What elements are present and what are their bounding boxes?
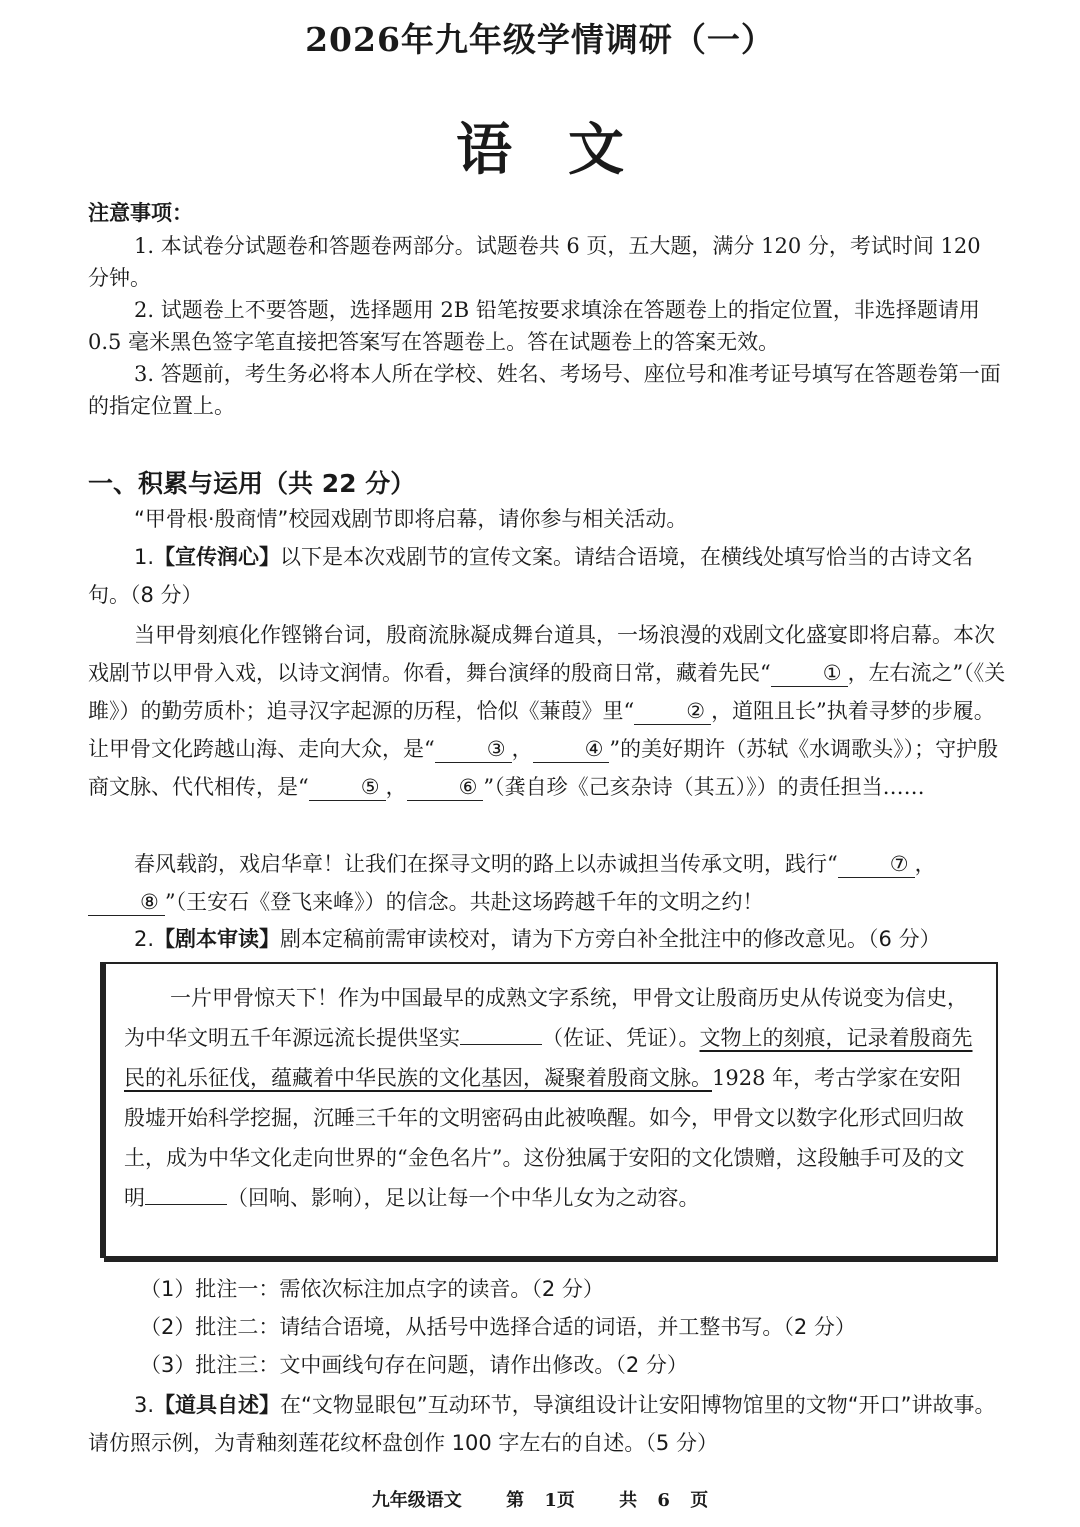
question-2-number: 2. (134, 927, 155, 951)
question-1-passage-2 (88, 845, 1008, 921)
script-blank-1[interactable] (460, 1024, 542, 1045)
script-part: 1928 年，考古学家在安阳殷墟开始科学挖掘，沉睡三千年的文明密码由此被唤醒。如今，甲骨文以数字化形式回归故土，成为中华文化走向世界的“金色名片”。这份独属于安阳的文化馈赠，这段触手可及的文明 (124, 1066, 965, 1210)
passage-text: ， (914, 852, 936, 876)
subject-title: 语 文 (456, 117, 624, 183)
script-part: （佐证、凭证）。 (542, 1026, 700, 1050)
question-3-tag: 【道具自述】 (154, 1393, 281, 1417)
passage-text: ， (385, 775, 407, 799)
question-1-number: 1. (134, 545, 155, 569)
question-1-prompt (88, 538, 1008, 614)
underlined-sentence: 文物上的刻痕，记录着殷商先民的礼乐征伐，蕴藏着中华民族的文化基因，凝聚着殷商文脉。 (124, 1026, 973, 1090)
notice-heading: 注意事项： (88, 200, 193, 225)
question-3-prompt (88, 1386, 1008, 1462)
section-heading: 一、积累与运用（共 22 分） (88, 469, 416, 498)
footer-total: 共 6 页 (619, 1490, 709, 1511)
notice-list (88, 230, 1008, 422)
notice-item-1: 1. 本试卷分试题卷和答题卷两部分。试题卷共 6 页，五大题，满分 120 分，考试时间 120 分钟。 (88, 234, 981, 290)
passage-text: ”（龚自珍《己亥杂诗（其五）》）的责任担当…… (483, 775, 925, 799)
blank-5[interactable]: ⑤ (309, 774, 386, 801)
passage-text: ”的美好期许（苏轼《水调歌头》）；守护殷商文脉、代代相传，是“ (88, 737, 999, 799)
passage-text: ，左右流之”（《关雎》）的勤劳质朴；追寻汉字起源的历程，恰似《蒹葭》里“ (88, 661, 1006, 723)
annotation-2: （2）批注二：请结合语境，从括号中选择合适的词语，并工整书写。（2 分） (140, 1315, 856, 1339)
footer-page: 第 1页 (506, 1490, 575, 1511)
blank-4[interactable]: ④ (533, 736, 610, 763)
annotation-1: （1）批注一：需依次标注加点字的读音。（2 分） (140, 1277, 604, 1301)
question-3-text: 在“文物显眼包”互动环节，导演组设计让安阳博物馆里的文物“开口”讲故事。请仿照示例，为青釉刻莲花纹杯盘创作 100 字左右的自述。（5 分） (88, 1393, 996, 1455)
blank-1[interactable]: ① (771, 660, 848, 687)
notice-item-3: 3. 答题前，考生务必将本人所在学校、姓名、考场号、座位号和准考证号填写在答题卷第一面的指定位置上。 (88, 362, 1001, 418)
passage-text: ”（王安石《登飞来峰》）的信念。共赴这场跨越千年的文明之约！ (164, 890, 764, 914)
exam-title: 2026年九年级学情调研（一） (305, 20, 775, 59)
notice-item-2: 2. 试题卷上不要答题，选择题用 2B 铅笔按要求填涂在答题卷上的指定位置，非选择题请用 0.5 毫米黑色签字笔直接把答案写在答题卷上。答在试题卷上的答案无效。 (88, 298, 980, 354)
blank-8[interactable]: ⑧ (88, 889, 165, 916)
script-part: 一片甲骨惊天下！作为中国最早的成熟文字系统，甲骨文让殷商历史从传说变为信史，为中华文明五千年源远流长提供坚实 (124, 986, 968, 1050)
script-box (104, 962, 998, 1258)
question-1-tag: 【宣传润心】 (154, 545, 281, 569)
question-1-passage (88, 616, 1008, 806)
question-1-text: 以下是本次戏剧节的宣传文案。请结合语境，在横线处填写恰当的古诗文名句。（8 分） (88, 545, 974, 607)
footer-grade: 九年级语文 (371, 1490, 462, 1511)
question-3-number: 3. (134, 1393, 155, 1417)
annotation-3: （3）批注三：文中画线句存在问题，请作出修改。（2 分） (140, 1353, 688, 1377)
passage-text: ，道阻且长”执着寻梦的步履。让甲骨文化跨越山海、走向大众，是“ (88, 699, 995, 761)
passage-text: ， (511, 737, 533, 761)
passage-text: 春风载韵，戏启华章！让我们在探寻文明的路上以赤诚担当传承文明，践行“ (134, 852, 838, 876)
script-text (124, 978, 978, 1218)
script-part: （回响、影响），足以让每一个中华儿女为之动容。 (227, 1186, 700, 1210)
question-2-prompt (88, 920, 1008, 958)
blank-3[interactable]: ③ (435, 736, 512, 763)
page-footer (0, 1486, 1080, 1512)
blank-6[interactable]: ⑥ (407, 774, 484, 801)
question-2-tag: 【剧本审读】 (154, 927, 281, 951)
blank-7[interactable]: ⑦ (838, 851, 915, 878)
blank-2[interactable]: ② (634, 698, 711, 725)
script-blank-2[interactable] (145, 1184, 227, 1205)
passage-text: 当甲骨刻痕化作铿锵台词，殷商流脉凝成舞台道具，一场浪漫的戏剧文化盛宴即将启幕。本次戏剧节以甲骨入戏，以诗文润情。你看，舞台演绎的殷商日常，藏着先民“ (88, 623, 995, 685)
section-intro: “甲骨根·殷商情”校园戏剧节即将启幕，请你参与相关活动。 (134, 507, 688, 531)
question-2-text: 剧本定稿前需审读校对，请为下方旁白补全批注中的修改意见。（6 分） (280, 927, 941, 951)
